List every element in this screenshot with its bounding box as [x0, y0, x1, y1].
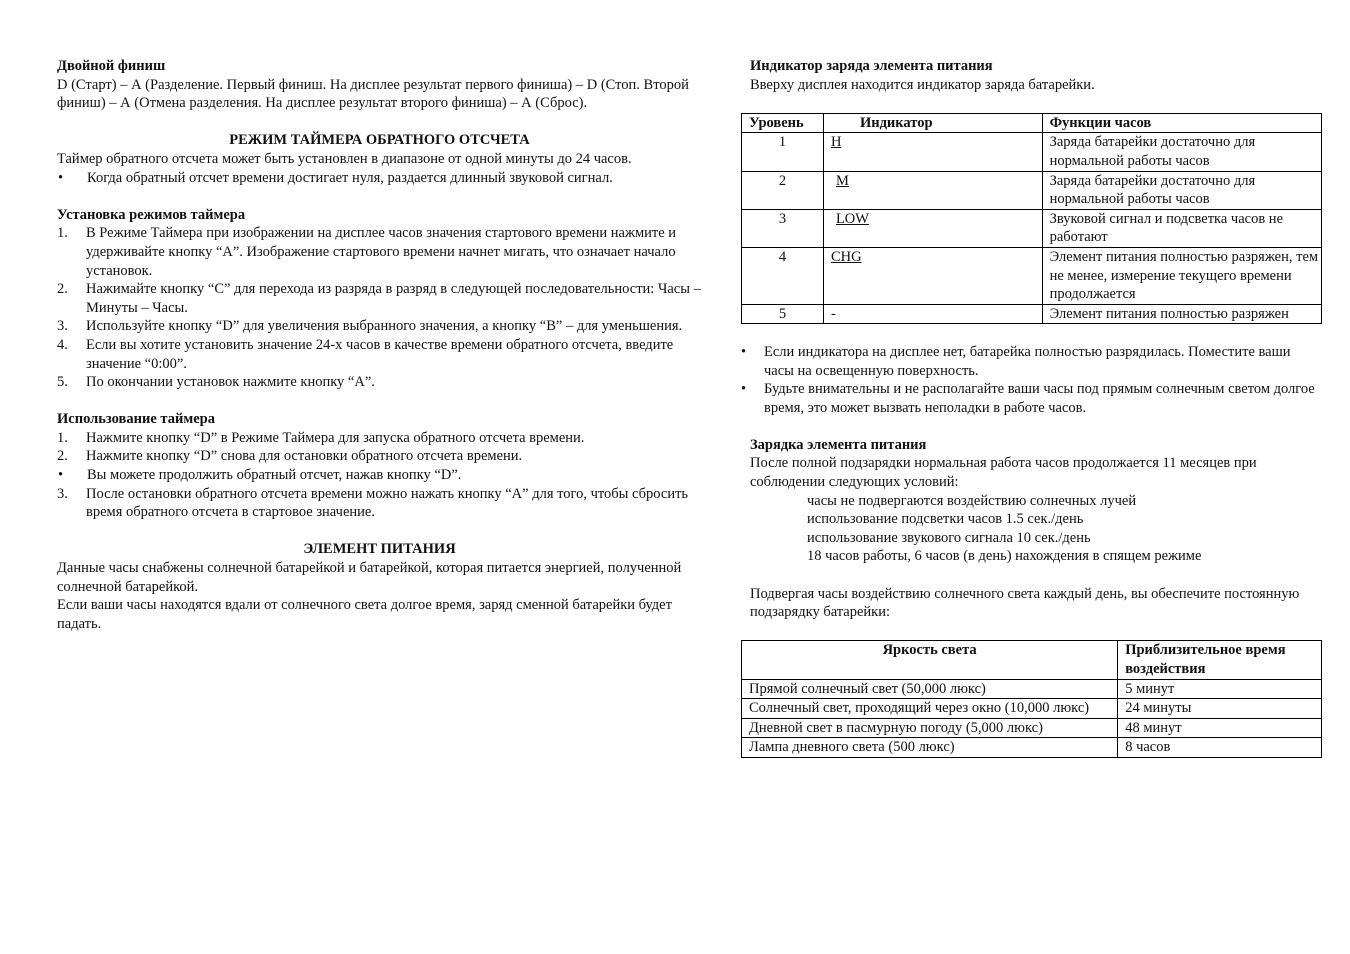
usage-heading: Использование таймера — [57, 411, 215, 428]
charging-heading: Зарядка элемента питания — [750, 436, 927, 453]
list-marker: 5. — [57, 374, 68, 391]
list-item — [57, 280, 702, 317]
level-cell: 5 — [742, 304, 824, 324]
list-item-text: Если индикатора на дисплее нет, батарейка полностью разрядилась. Поместите ваши часы на освещенную поверхность. — [764, 343, 1291, 379]
list-item — [57, 336, 702, 373]
countdown-bullet — [57, 169, 702, 188]
table-row — [742, 304, 1322, 324]
bullet-marker: • — [741, 381, 747, 398]
table-row — [742, 679, 1322, 699]
table-row — [742, 133, 1322, 171]
time-cell: 48 минут — [1118, 718, 1322, 738]
setup-list — [57, 224, 702, 391]
countdown-bullet-text: Когда обратный отсчет времени достигает нуля, раздается длинный звуковой сигнал. — [87, 169, 613, 186]
level-cell: 2 — [742, 171, 824, 209]
list-item — [741, 380, 1322, 417]
charging-text: После полной подзарядки нормальная работа часов продолжается 11 месяцев при соблюдении следующих условий: — [750, 455, 1257, 491]
header-brightness: Яркость света — [742, 641, 1118, 679]
level-cell: 3 — [742, 209, 824, 247]
left-column — [57, 57, 702, 633]
list-item — [57, 485, 702, 522]
list-marker: 2. — [57, 281, 68, 298]
charging-text-2: Подвергая часы воздействию солнечного света каждый день, вы обеспечите постоянную подзарядку батарейки: — [750, 585, 1300, 621]
header-functions: Функции часов — [1042, 113, 1321, 133]
right-column — [741, 57, 1322, 758]
condition-item: 18 часов работы, 6 часов (в день) нахождения в спящем режиме — [807, 548, 1202, 565]
function-cell: Элемент питания полностью разряжен — [1042, 304, 1321, 324]
condition-item: использование подсветки часов 1.5 сек./день — [807, 511, 1084, 528]
time-cell: 8 часов — [1118, 738, 1322, 758]
function-cell: Элемент питания полностью разряжен, тем не менее, измерение текущего времени продолжается — [1042, 247, 1321, 304]
bullet-marker: • — [741, 343, 747, 360]
header-indicator: Индикатор — [823, 113, 1042, 133]
double-finish-heading: Двойной финиш — [57, 58, 166, 74]
indicator-cell — [823, 209, 1042, 247]
list-marker: 1. — [57, 225, 68, 242]
indicator-cell — [823, 171, 1042, 209]
time-cell: 24 минуты — [1118, 699, 1322, 719]
table-row — [742, 171, 1322, 209]
header-time: Приблизительное время воздействия — [1118, 641, 1322, 679]
list-marker: 4. — [57, 336, 68, 353]
power-heading: ЭЛЕМЕНТ ПИТАНИЯ — [303, 541, 456, 558]
list-item-text: По окончании установок нажмите кнопку “А”. — [86, 374, 375, 391]
list-marker: • — [58, 467, 64, 484]
bullet-marker: • — [58, 169, 64, 186]
list-item — [57, 317, 702, 336]
power-paragraph-1: Данные часы снабжены солнечной батарейкой и батарейкой, которая питается энергией, полученной солнечной батарейкой. — [57, 560, 682, 595]
condition-item: часы не подвергаются воздействию солнечных лучей — [807, 492, 1137, 509]
indicator-cell: - — [823, 304, 1042, 324]
battery-level-table — [741, 113, 1322, 325]
list-item-text: Вы можете продолжить обратный отсчет, нажав кнопку “D”. — [87, 467, 462, 484]
countdown-text: Таймер обратного отсчета может быть установлен в диапазоне от одной минуты до 24 часов. — [57, 150, 632, 167]
indicator-cell — [823, 133, 1042, 171]
brightness-cell: Солнечный свет, проходящий через окно (10,000 люкс) — [742, 699, 1118, 719]
list-item-text: Используйте кнопку “D” для увеличения выбранного значения, а кнопку “В” – для уменьшения. — [86, 318, 683, 335]
list-item — [57, 447, 702, 466]
list-marker: 1. — [57, 429, 68, 446]
header-level: Уровень — [742, 113, 824, 133]
indicator-cell — [823, 247, 1042, 304]
list-item-text: Если вы хотите установить значение 24-х часов в качестве времени обратного отсчета, введите значение “0:00”. — [86, 336, 674, 372]
list-item-text: В Режиме Таймера при изображении на дисплее часов значения стартового времени нажмите и удерживайте кнопку “А”. Изображение стартового времени начнет мигать, что означает начало установок. — [86, 225, 677, 279]
table-row — [742, 738, 1322, 758]
list-item-text: Нажимайте кнопку “С” для перехода из разряда в разряд в следующей последовательности: Часы – Минуты – Часы. — [86, 281, 701, 316]
table-header-row — [742, 113, 1322, 133]
function-cell: Звуковой сигнал и подсветка часов не работают — [1042, 209, 1321, 247]
function-cell: Заряда батарейки достаточно для нормальной работы часов — [1042, 171, 1321, 209]
function-cell: Заряда батарейки достаточно для нормальной работы часов — [1042, 133, 1321, 171]
list-item — [741, 343, 1322, 380]
level-cell: 1 — [742, 133, 824, 171]
power-paragraph-2: Если ваши часы находятся вдали от солнечного света долгое время, заряд сменной батарейки будет падать. — [57, 597, 672, 632]
table-row — [742, 247, 1322, 304]
light-exposure-table — [741, 640, 1322, 758]
time-cell: 5 минут — [1118, 679, 1322, 699]
double-finish-text: D (Старт) – А (Разделение. Первый финиш. На дисплее результат первого финиша) – D (Стоп. Второй финиш) – А (Отмена разделения. На дисплее результат второго финиша) – А (Сброс). — [57, 76, 689, 112]
indicator-value: H — [830, 134, 842, 151]
list-item-text: Будьте внимательны и не располагайте ваши часы под прямым солнечным светом долгое время, это может вызвать неполадки в работе часов. — [764, 381, 1315, 416]
table-row — [742, 699, 1322, 719]
level-cell: 4 — [742, 247, 824, 304]
brightness-cell: Дневной свет в пасмурную погоду (5,000 люкс) — [742, 718, 1118, 738]
brightness-cell: Лампа дневного света (500 люкс) — [742, 738, 1118, 758]
list-marker: 3. — [57, 485, 68, 502]
list-item — [57, 429, 702, 448]
countdown-heading: РЕЖИМ ТАЙМЕРА ОБРАТНОГО ОТСЧЕТА — [229, 132, 530, 149]
list-item-text: Нажмите кнопку “D” в Режиме Таймера для запуска обратного отсчета времени. — [86, 429, 585, 446]
indicator-text: Вверху дисплея находится индикатор заряда батарейки. — [750, 76, 1095, 93]
brightness-cell: Прямой солнечный свет (50,000 люкс) — [742, 679, 1118, 699]
list-marker: 3. — [57, 318, 68, 335]
list-item — [57, 466, 702, 485]
table-row — [742, 209, 1322, 247]
table-header-row — [742, 641, 1322, 679]
list-item-text: Нажмите кнопку “D” снова для остановки обратного отсчета времени. — [86, 448, 523, 465]
list-item-text: После остановки обратного отсчета времени можно нажать кнопку “А” для того, чтобы сбросить время обратного отсчета в стартовое значение. — [86, 485, 689, 521]
indicator-value: LOW — [835, 210, 869, 227]
condition-item: использование звукового сигнала 10 сек./день — [807, 529, 1091, 546]
table-row — [742, 718, 1322, 738]
indicator-value: CHG — [830, 248, 862, 265]
indicator-heading: Индикатор заряда элемента питания — [750, 58, 993, 74]
list-marker: 2. — [57, 448, 68, 465]
list-item — [57, 224, 702, 280]
setup-heading: Установка режимов таймера — [57, 206, 246, 223]
indicator-value: M — [835, 172, 849, 189]
usage-list — [57, 429, 702, 522]
list-item — [57, 373, 702, 392]
